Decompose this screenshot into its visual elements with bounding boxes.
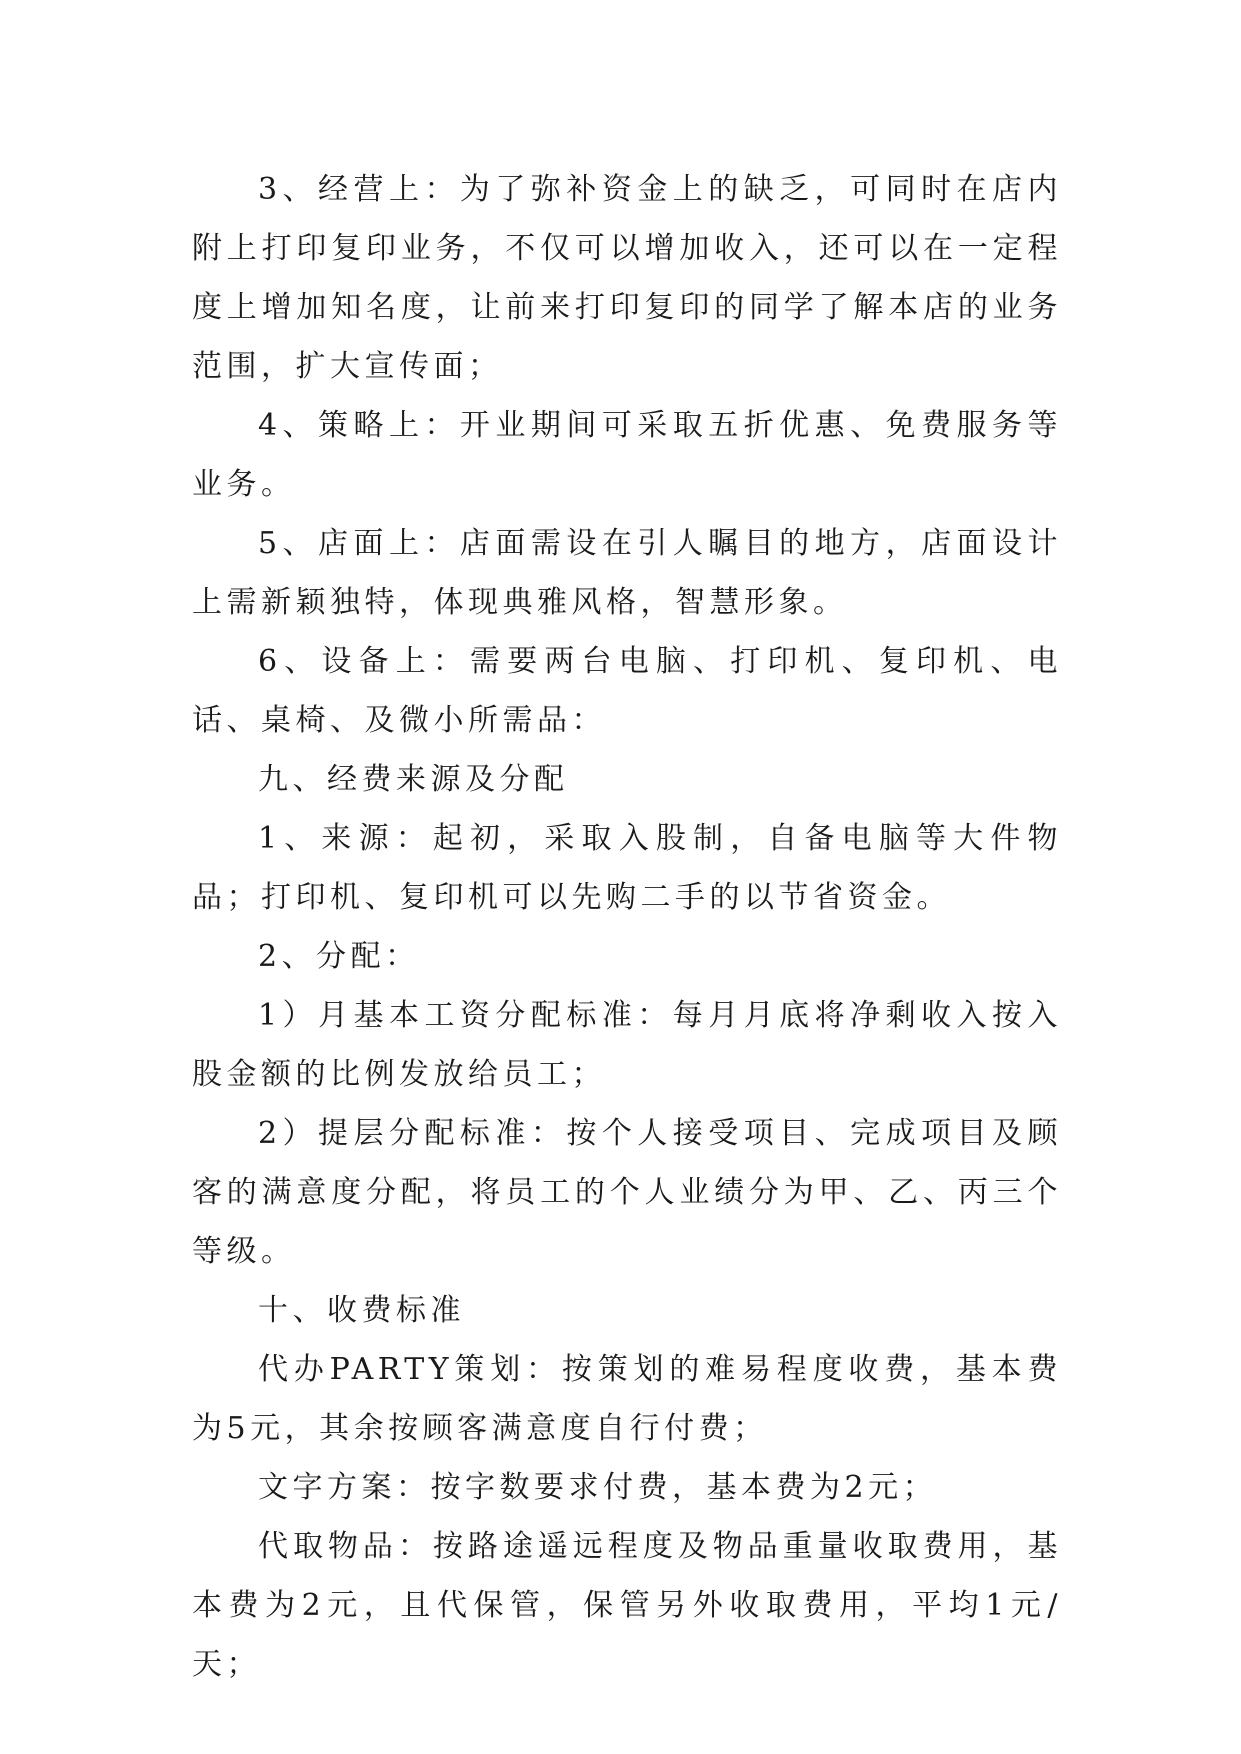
paragraph-funding-source: 1、来源：起初，采取入股制，自备电脑等大件物品；打印机、复印机可以先购二手的以节省资金。 xyxy=(192,821,1062,915)
section-heading-fees: 十、收费标准 xyxy=(258,1293,465,1328)
section-heading-funding: 九、经费来源及分配 xyxy=(258,762,569,797)
paragraph-storefront: 5、店面上：店面需设在引人瞩目的地方，店面设计上需新颖独特，体现典雅风格，智慧形象。 xyxy=(192,526,1062,620)
document-body xyxy=(192,160,1062,1694)
paragraph-operation: 3、经营上：为了弥补资金上的缺乏，可同时在店内附上打印复印业务，不仅可以增加收入，还可以在一定程度上增加知名度，让前来打印复印的同学了解本店的业务范围，扩大宣传面； xyxy=(192,172,1062,384)
paragraph-party-planning: 代办PARTY策划：按策划的难易程度收费，基本费为5元，其余按顾客满意度自行付费； xyxy=(192,1352,1062,1446)
paragraph-allocation: 2、分配： xyxy=(258,939,420,974)
paragraph-pickup: 代取物品：按路途遥远程度及物品重量收取费用，基本费为2元，且代保管，保管另外收取费用，平均1元/天； xyxy=(192,1529,1062,1682)
paragraph-strategy: 4、策略上：开业期间可采取五折优惠、免费服务等业务。 xyxy=(192,408,1062,502)
paragraph-text-proposal: 文字方案：按字数要求付费，基本费为2元； xyxy=(258,1470,938,1505)
paragraph-base-salary: 1）月基本工资分配标准：每月月底将净剩收入按入股金额的比例发放给员工； xyxy=(192,998,1062,1092)
paragraph-commission: 2）提层分配标准：按个人接受项目、完成项目及顾客的满意度分配，将员工的个人业绩分为甲、乙、丙三个等级。 xyxy=(192,1116,1062,1269)
paragraph-equipment: 6、设备上：需要两台电脑、打印机、复印机、电话、桌椅、及微小所需品： xyxy=(192,644,1062,738)
